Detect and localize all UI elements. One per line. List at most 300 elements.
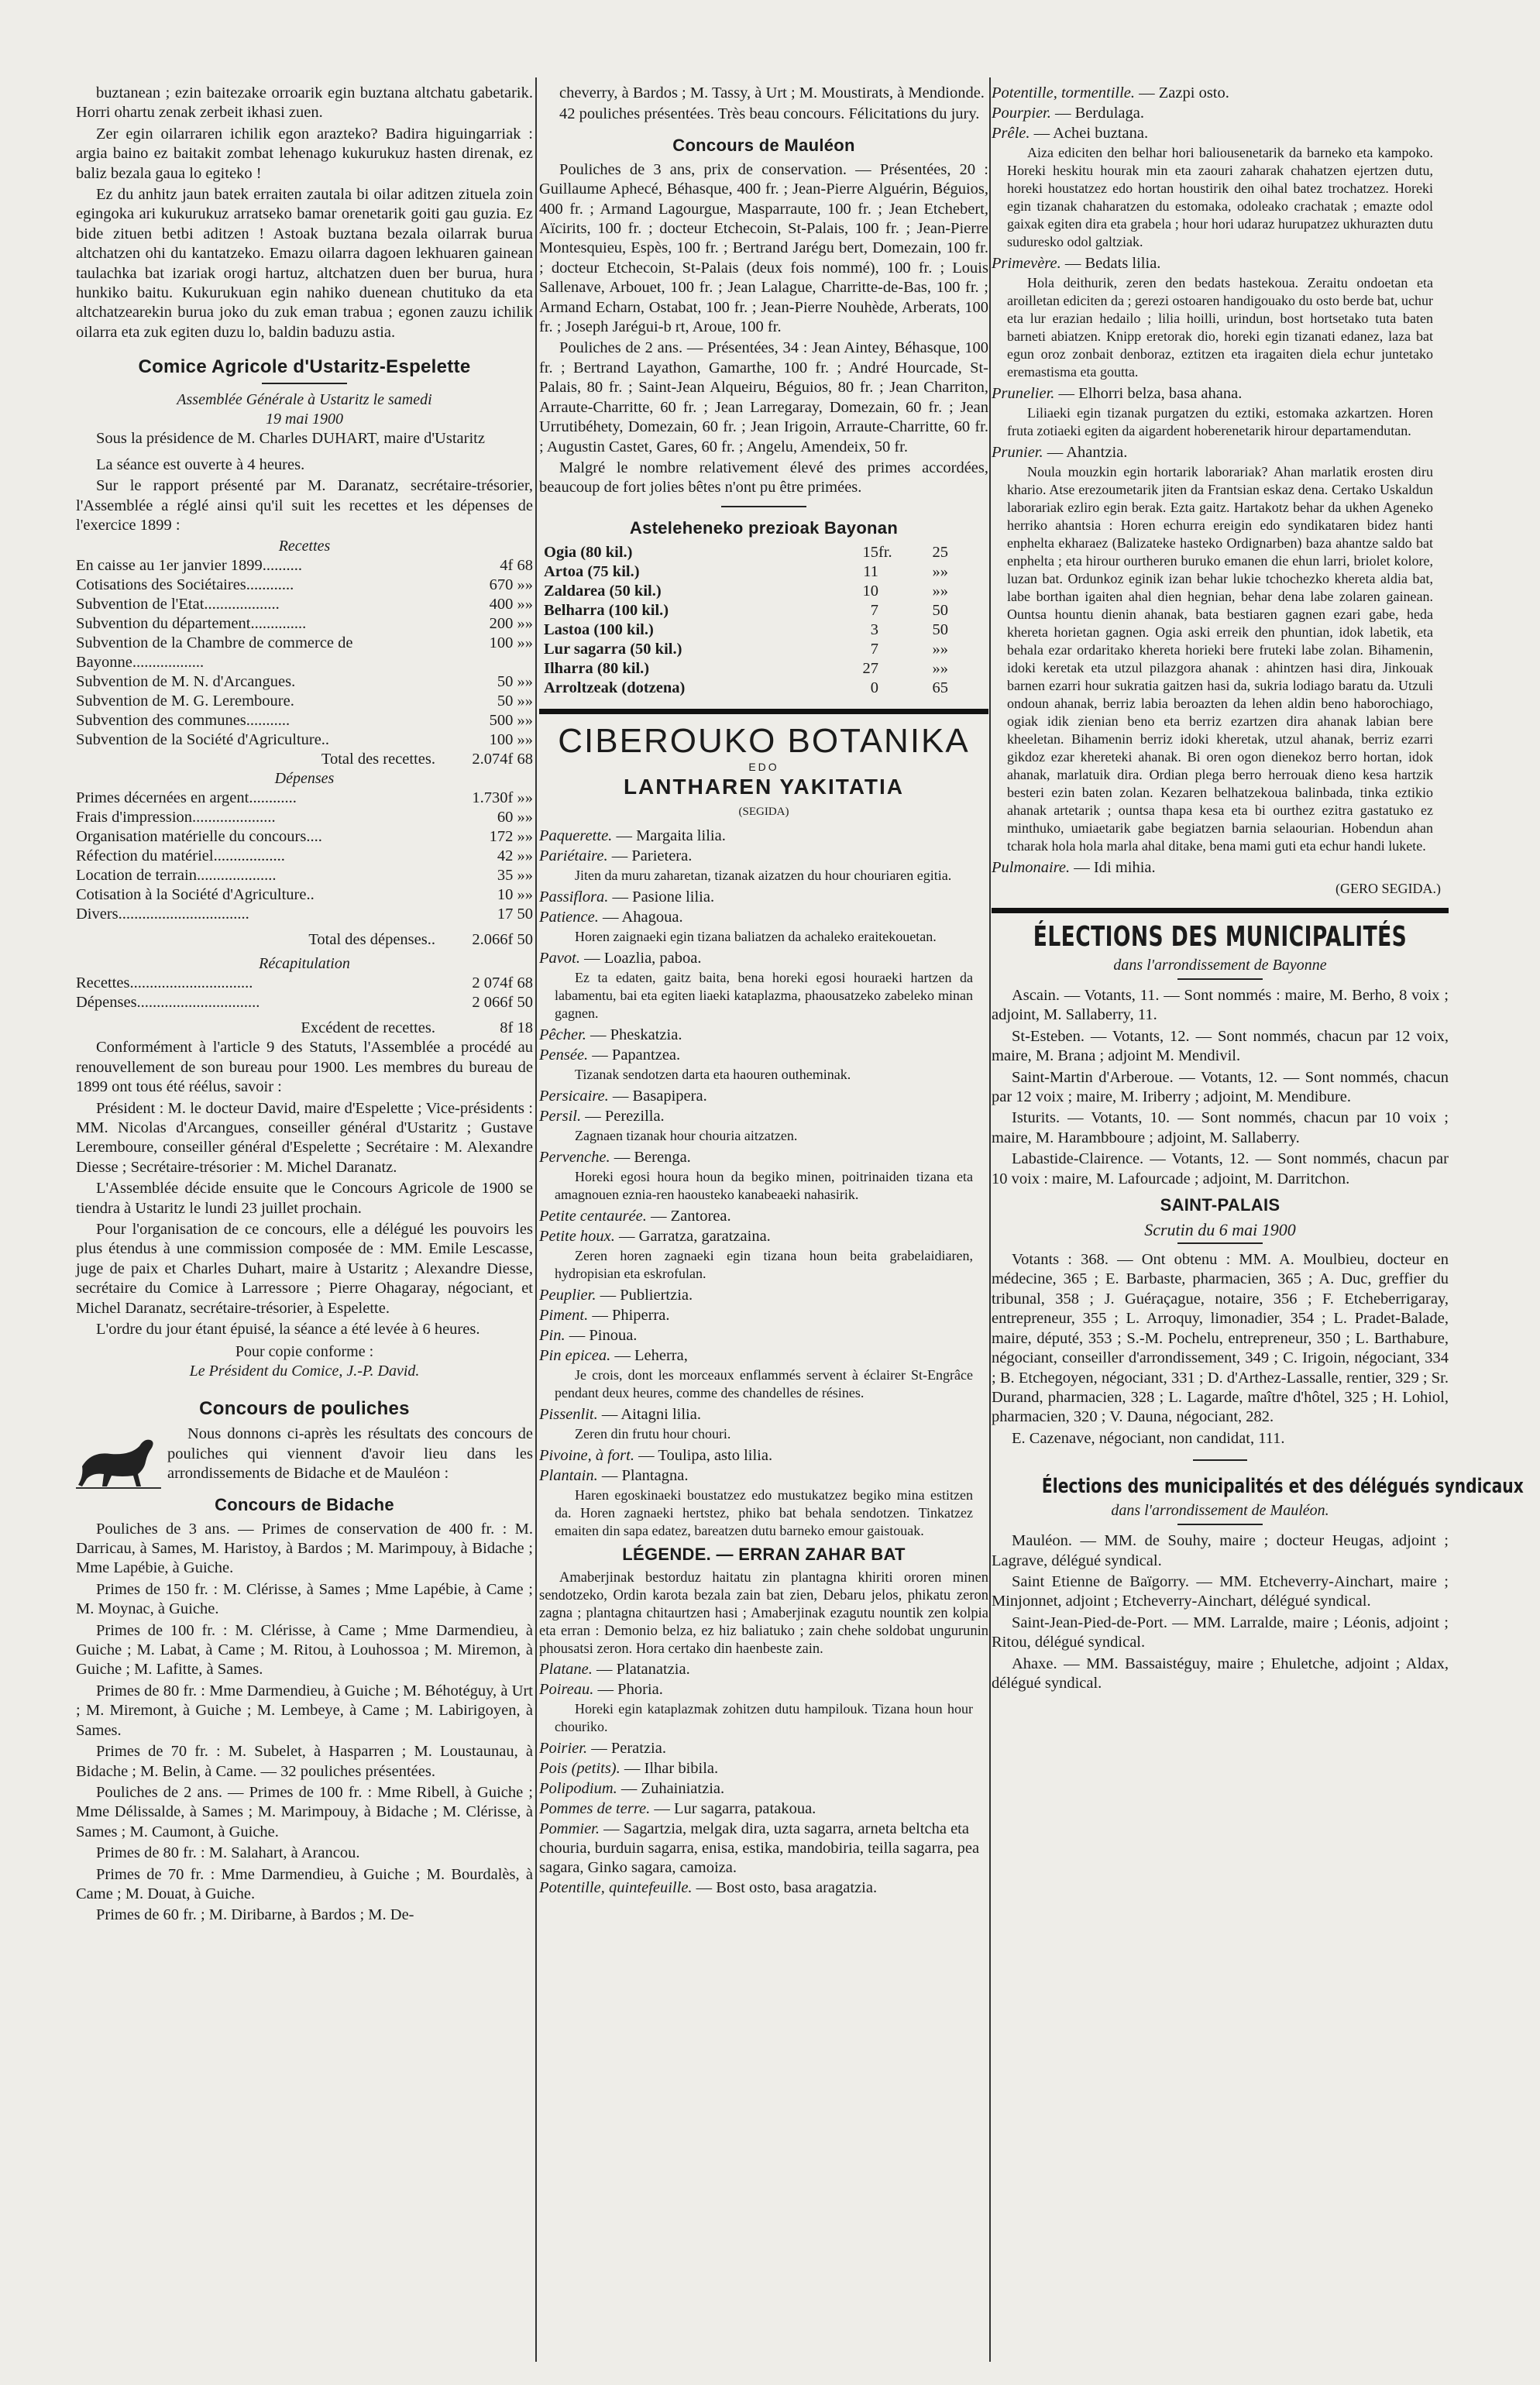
column-2 bbox=[539, 84, 988, 2362]
recap-title: Récapitulation bbox=[259, 955, 350, 973]
entry-name: — Berenga. bbox=[610, 1148, 691, 1166]
row-label: Recettes............................... bbox=[76, 974, 253, 992]
entry-term: Poirier. bbox=[539, 1739, 588, 1757]
botany-entry bbox=[539, 1466, 988, 1486]
entry-name: — Margaita lilia. bbox=[612, 827, 726, 844]
entry-term: Pensée. bbox=[539, 1046, 589, 1064]
prices-title: Asteleheneko prezioak Bayonan bbox=[629, 517, 899, 538]
table-row bbox=[76, 692, 533, 711]
botany-entry bbox=[992, 84, 1449, 103]
botany-entry bbox=[539, 1759, 988, 1778]
entry-name: — Phiperra. bbox=[588, 1306, 670, 1324]
entry-term: Persil. bbox=[539, 1107, 582, 1125]
entry-name: — Berdulaga. bbox=[1050, 105, 1144, 122]
intro-text bbox=[76, 84, 533, 342]
entry-name: — Aitagni lilia. bbox=[597, 1405, 701, 1423]
after-text bbox=[76, 1038, 533, 1339]
table-row bbox=[544, 562, 948, 582]
botany-entry bbox=[992, 104, 1449, 123]
botany-entry bbox=[539, 1779, 988, 1799]
entry-description: Horeki egin kataplazmak zohitzen dutu hampilouk. Tizana houn hour chouriko. bbox=[555, 1700, 973, 1734]
price-item: Lastoa (100 kil.) bbox=[544, 620, 654, 638]
entry-name: — Perezilla. bbox=[581, 1107, 665, 1125]
price-unit bbox=[878, 601, 909, 620]
entry-term: Potentille, quintefeuille. bbox=[539, 1878, 693, 1896]
price-centimes: 25 bbox=[932, 543, 948, 561]
entry-term: Pin. bbox=[539, 1326, 565, 1344]
entry-name: — Leherra, bbox=[610, 1346, 688, 1364]
price-unit bbox=[878, 562, 909, 582]
table-row bbox=[76, 827, 533, 847]
botanika-title: CIBEROUKO BOTANIKA bbox=[558, 721, 970, 760]
row-value: 35 »» bbox=[497, 867, 533, 885]
price-unit: fr. bbox=[878, 543, 892, 561]
price-francs: 7 bbox=[870, 601, 878, 619]
table-row bbox=[544, 659, 948, 679]
row-label: Subvention des communes........... bbox=[76, 712, 290, 730]
entry-name: — Lur sagarra, patakoua. bbox=[650, 1799, 816, 1817]
bidache-title: Concours de Bidache bbox=[215, 1494, 394, 1514]
entry-name: — Sagartzia, melgak dira, uzta sagarra, arneta beltcha eta chouria, burduin sagarra, enisa, estika, mandobiria, teilla sagarra, pea sagara, Ginko sagara, camoiza. bbox=[539, 1820, 980, 1876]
mauleon-elections-title: Élections des municipalités et des délégués syndicaux bbox=[1041, 1475, 1524, 1499]
recap-table bbox=[76, 974, 533, 1012]
list-item: Saint-Jean-Pied-de-Port. — MM. Larralde, maire ; Léonis, adjoint ; Ritou, délégué syndical. bbox=[992, 1613, 1449, 1651]
botany-entry bbox=[992, 443, 1449, 462]
entry-name: — Plantagna. bbox=[597, 1466, 689, 1484]
list-item: Pouliches de 3 ans. — Primes de conservation de 400 fr. : M. Darricau, à Sames, M. Haristoy, à Bardos ; M. Marimpouy, à Bidache ; Mme Lapébie, à Guiche. bbox=[76, 1520, 533, 1577]
mauleon-title: Concours de Mauléon bbox=[672, 135, 855, 155]
excedent-value: 8f 18 bbox=[500, 1019, 533, 1037]
paragraph: Zer egin oilarraren ichilik egon arazteko? Badira higuingarriak : argia baino ez baitakit zombat lehenago kukurukuz hasten direnak, ez baliz bezala gaua lo egiteko ! bbox=[76, 125, 533, 182]
entry-name: — Idi mihia. bbox=[1070, 859, 1156, 876]
table-row bbox=[76, 672, 533, 692]
list-item: Saint Etienne de Baïgorry. — MM. Etcheverry-Ainchart, maire ; Minjonnet, adjoint ; Etcheverry-Ainchart, délégué syndical. bbox=[992, 1572, 1449, 1610]
seance: La séance est ouverte à 4 heures. bbox=[96, 455, 305, 473]
column-rule bbox=[535, 77, 537, 2362]
row-label: Subvention de la Chambre de commerce de Bayonne.................. bbox=[76, 634, 353, 672]
row-label: Réfection du matériel.................. bbox=[76, 847, 285, 865]
entry-term: Paquerette. bbox=[539, 827, 613, 844]
entry-name: — Pheskatzia. bbox=[586, 1026, 682, 1043]
entry-name: — Ahantzia. bbox=[1043, 444, 1128, 461]
entry-term: Peuplier. bbox=[539, 1286, 596, 1304]
botany-entry bbox=[539, 1799, 988, 1819]
row-value: 60 »» bbox=[497, 809, 533, 827]
entry-term: Pois (petits). bbox=[539, 1759, 620, 1777]
row-value: 4f 68 bbox=[500, 557, 533, 575]
mauleon-elections-sub: dans l'arrondissement de Mauléon. bbox=[1111, 1502, 1329, 1520]
copie-conforme: Pour copie conforme : bbox=[235, 1343, 374, 1361]
entry-term: Passiflora. bbox=[539, 888, 609, 906]
botany-entry bbox=[539, 1107, 988, 1126]
botany-entry bbox=[539, 1660, 988, 1679]
entry-name: — Platanatzia. bbox=[592, 1660, 690, 1678]
scrutin: Scrutin du 6 mai 1900 bbox=[1144, 1220, 1296, 1240]
row-value: 100 »» bbox=[489, 731, 533, 749]
list-item: Pouliches de 3 ans, prix de conservation. — Présentées, 20 : Guillaume Aphecé, Béhasque, 400 fr. ; Jean-Pierre Alguérin, Béguios, 400 fr. ; Armand Lagourgue, Masparraute, 100 fr. ; Jean Etchebert, Aïcirits, 100 fr. ; docteur Etchecoin, St-Palais, 100 fr. ; Jean-Pierre Montesquieu, Espès, 100 fr. ; Bertrand Jarégu bert, Domezain, 100 fr. ; docteur Etchecoin, St-Palais (deux fois nommé), 100 fr. ; Louis Sallenave, Arbouet, 100 fr. ; Jean Lalague, Charritte-de-Bas, 100 fr. ; Armand Echarn, Ostabat, 100 fr. ; Jean-Pierre Nouhède, Arberats, 100 fr. ; Joseph Jarégui-b rt, Aroue, 100 fr. bbox=[539, 160, 988, 336]
row-value: 50 »» bbox=[497, 692, 533, 710]
price-francs: 0 bbox=[870, 679, 878, 696]
table-row bbox=[76, 634, 533, 672]
row-value: 670 »» bbox=[489, 576, 533, 594]
paragraph: L'ordre du jour étant épuisé, la séance a été levée à 6 heures. bbox=[96, 1321, 480, 1338]
entry-name: — Basapipera. bbox=[608, 1087, 707, 1105]
price-francs: 3 bbox=[870, 620, 878, 638]
table-row bbox=[76, 866, 533, 885]
price-item: Arroltzeak (dotzena) bbox=[544, 679, 686, 696]
column-3 bbox=[992, 84, 1524, 2362]
entry-term: Pommes de terre. bbox=[539, 1799, 651, 1817]
list-item: St-Esteben. — Votants, 12. — Sont nommés, chacun par 12 voix, maire, M. Brana ; adjoint M. Mendivil. bbox=[992, 1027, 1449, 1065]
entry-description: Zagnaen tizanak hour chouria aitzatzen. bbox=[575, 1127, 798, 1143]
entry-term: Pervenche. bbox=[539, 1148, 610, 1166]
list-item: Mauléon. — MM. de Souhy, maire ; docteur Heugas, adjoint ; Lagrave, délégué syndical. bbox=[992, 1532, 1449, 1569]
entry-term: Pin epicea. bbox=[539, 1346, 611, 1364]
botany-entry bbox=[539, 888, 988, 907]
botany-entry bbox=[539, 1326, 988, 1345]
entry-term: Petite centaurée. bbox=[539, 1207, 647, 1225]
list-item: Primes de 80 fr. : Mme Darmendieu, à Guiche ; M. Béhotéguy, à Urt ; M. Miremont, à Guiche ; M. Lembeye, à Came ; M. Labirigoyen, à Sames. bbox=[76, 1682, 533, 1739]
excedent bbox=[76, 1019, 533, 1038]
thick-rule bbox=[539, 709, 988, 714]
list-item: Saint-Martin d'Arberoue. — Votants, 12. — Sont nommés, chacun par 12 voix ; maire, M. Iriberry ; adjoint, M. Mendibure. bbox=[992, 1068, 1449, 1106]
mauleon-list bbox=[539, 160, 988, 498]
price-francs: 15 bbox=[862, 543, 878, 561]
entry-name: — Papantzea. bbox=[588, 1046, 681, 1064]
entry-description: Zeren horen zagnaeki egin tizana houn beita grabelaidiaren, hydropisian eta eskrofulan. bbox=[555, 1247, 973, 1281]
segida: (SEGIDA) bbox=[738, 805, 789, 818]
botany-entry bbox=[992, 384, 1449, 404]
elections-list bbox=[992, 986, 1449, 1189]
price-centimes: »» bbox=[932, 562, 948, 580]
botany-entry bbox=[539, 1878, 988, 1898]
entry-description: Je crois, dont les morceaux enflammés servent à éclairer St-Engrâce pendant deux heures, comme des chandelles de résines. bbox=[555, 1366, 973, 1400]
price-francs: 7 bbox=[870, 640, 878, 658]
pouliches-title: Concours de pouliches bbox=[199, 1398, 410, 1420]
table-row bbox=[76, 556, 533, 576]
table-row bbox=[544, 543, 948, 562]
row-value: 500 »» bbox=[489, 712, 533, 730]
entry-name: — Bedats lilia. bbox=[1060, 255, 1161, 272]
separator bbox=[1193, 1459, 1247, 1461]
row-value: 2 074f 68 bbox=[472, 974, 533, 992]
entry-name: — Publiertzia. bbox=[596, 1286, 693, 1304]
table-row bbox=[544, 620, 948, 640]
table-row bbox=[76, 993, 533, 1012]
entry-term: Persicaire. bbox=[539, 1087, 609, 1105]
botany-entry bbox=[992, 124, 1449, 143]
presidence: Sous la présidence de M. Charles DUHART, maire d'Ustaritz bbox=[96, 430, 485, 448]
entry-description: Ez ta edaten, gaitz baita, bena horeki egosi houraeki hartzen da labamentu, bai eta egiten liaeki kataplazma, phaousatzeko zabeleko minan gagnen. bbox=[555, 969, 973, 1021]
table-row bbox=[76, 595, 533, 614]
rapport: Sur le rapport présenté par M. Daranatz, secrétaire-trésorier, l'Assemblée a réglé ainsi qu'il suit les recettes et les dépenses de l'exercice 1899 : bbox=[76, 477, 533, 534]
price-item: Zaldarea (50 kil.) bbox=[544, 582, 662, 600]
list-item: Primes de 70 fr. : Mme Darmendieu, à Guiche ; M. Bourdalès, à Came ; M. Douat, à Guiche. bbox=[76, 1865, 533, 1902]
list-item: Primes de 150 fr. : M. Clérisse, à Sames ; Mme Lapébie, à Came ; M. Moynac, à Guiche. bbox=[76, 1580, 533, 1618]
entry-description: Tizanak sendotzen darta eta haouren outheminak. bbox=[575, 1066, 851, 1082]
entry-description: Noula mouzkin egin hortarik laborariak? Ahan marlatik erosten diru khario. Atse erezoumetarik jiten da Frantsian eskaz dena. Certako Uskaldun laborariak ezliro egin berak. Ezta gaitz. Hartakotz behar da ukhen Ageneko herriko ahantsia : Horen echurra ereigin edo syndikataren bidez hanti enphelta ekharaez (Balizateke hasteko Ordignarben) baza ahantze saldo bat enphelta ; eta hirour ourtheren buruko emanen die ehun larri, briolet kolore, luzan bat. Ordunkoz eginik izan behar lukie tchochezko khereta aldia bat, labe borthan igaiten ahal dien hegnian, behar dena labe zolaren gainean. Ountsa hountu dienin ahanak, bata bestiaren gagnen ezari gabe, heda khereta horietan gagnen. Ogia aski erreik den phuntian, idok labetik, eta behala ezar ordaritako khereta horieki bere fruteki labe zolan. Bihamenin, idoki keretak eta utzul pilazgora ahanak : ahintzen hasi dira, Jinkouak barnen ezarri hour sukratia gaitzen hasi da, sukria lodiago baratu da. Utzuli ondoun ahanak, berriz labia beroazten da lehen aldin beno haborochiago, ogiak idik zienian beno eta berriz ezartzen dira ahanak labian bere kheeletan. Bihamenin berriz idoki kheretak, utzul ahanak, berriz ezarri gikdoz ezar khereteki ahanak. Bi oren ogon dienekoz berro hortan, idok ahanak, marlatuik dira. Ordian plega berro herrouak dieno kesa hartzik besteri ezin baten zolan. Kezaren belhatzekoua balinbada, tinka eztikio ahanak artetarik ; ountsa thapa kesa eta bi ourthez ezitra gastatuko ez minthuko, umiaetarik gabe begiatzen barnia selaourian. Hobendun ahan tcharak hola hola marla ahal ditake, bena mami guti eta echur handi lukete. bbox=[1007, 464, 1433, 854]
list-item: Labastide-Clairence. — Votants, 12. — Sont nommés, chacun par 10 voix : maire, M. Lafourcade ; adjoint, M. Darritchon. bbox=[992, 1150, 1449, 1187]
elections-sub: dans l'arrondissement de Bayonne bbox=[1113, 957, 1327, 974]
row-label: Cotisations des Sociétaires............ bbox=[76, 576, 294, 594]
entry-description: Haren egoskinaeki boustatzez edo mustukatzez begiko mina estitzen da. Horen zagnaeki hertstez, phiko bat behala sendotzen. Tinkatzez emaiten din sapa edatez, bareatzen dutu barneko emour gaistouak. bbox=[555, 1486, 973, 1538]
paragraph: Conformément à l'article 9 des Statuts, l'Assemblée a procédé au renouvellement de son bureau pour 1900. Les membres du bureau de 1899 ont tous été réélus, savoir : bbox=[76, 1039, 533, 1096]
paragraph: Ez du anhitz jaun batek erraiten zautala bi oilar aditzen zituela zoin egingoka ari kukurukuz arratseko bamar orenetarik goiti gau guzia. Ez bide zituen betbi aditzen ! Astoak buztana bezala oilarrak burua altchatzen ohi du kantatzeko. Emazu oilarra dagoen lekhuaren gainean taulachka bat izariak orogi hartuz, altchatzen duen ber burua, hura hunkiko baitu. Kukurukuan egin nahiko duenean chutituko da eta altchatzearekin burua joko du zuk eman trabua ; egonen zauzu ichilik oilarra eta zuk egiten duzu lo, baldin baduzu astia. bbox=[76, 186, 533, 341]
price-unit bbox=[878, 620, 909, 640]
list-item: Ascain. — Votants, 11. — Sont nommés : maire, M. Berho, 8 voix ; adjoint, M. Sallaberry, 11. bbox=[992, 987, 1449, 1024]
row-label: Subvention de la Société d'Agriculture.. bbox=[76, 731, 330, 749]
table-row bbox=[544, 679, 948, 698]
entry-name: — Pinoua. bbox=[565, 1326, 638, 1344]
price-unit bbox=[878, 582, 909, 601]
botany-entry bbox=[539, 1207, 988, 1226]
table-row bbox=[76, 789, 533, 808]
column-rule bbox=[989, 77, 991, 2362]
legende: Amaberjinak bestorduz haitatu zin plantagna khiriti ororen minen sendotzeko, Ordin karota bezala zain bat zien, Debaru jelos, phikatu zeron zagna ; plantagna chitaurtzen hasi ; Amaberjinak ezagutu nountik zen kolpia eta erran : Demonio belza, ez hiz baliatuko ; zain chehe soldobat ungurunin phousatsi zeron. Hora certako din haenbeste zain. bbox=[539, 1569, 988, 1657]
entry-term: Prêle. bbox=[992, 125, 1030, 142]
botany-entry bbox=[539, 1087, 988, 1106]
botany-entry bbox=[539, 1446, 988, 1466]
price-item: Lur sagarra (50 kil.) bbox=[544, 640, 682, 658]
price-item: Ilharra (80 kil.) bbox=[544, 659, 650, 677]
entry-name: — Ahagoua. bbox=[598, 908, 683, 926]
entry-description: Liliaeki egin tizanak purgatzen du eztiki, estomaka azkartzen. Horen fruta zotiaeki egiten da aigardent hoberenetarik hirour departamendutan. bbox=[1007, 405, 1433, 438]
entry-name: — Achei buztana. bbox=[1030, 125, 1149, 142]
entry-name: — Zuhainiatzia. bbox=[617, 1779, 725, 1797]
botany-entry bbox=[539, 1405, 988, 1424]
row-value: 2 066f 50 bbox=[472, 994, 533, 1012]
botany-entry bbox=[539, 1286, 988, 1305]
separator bbox=[721, 506, 806, 507]
table-row bbox=[76, 808, 533, 827]
entry-term: Pavot. bbox=[539, 949, 580, 967]
separator bbox=[1177, 978, 1263, 980]
total-depenses-label: Total des dépenses.. bbox=[308, 931, 435, 949]
row-label: Subvention de M. N. d'Arcangues. bbox=[76, 673, 296, 691]
depenses-title: Dépenses bbox=[274, 770, 335, 788]
table-row bbox=[76, 885, 533, 905]
total-recettes bbox=[76, 750, 533, 769]
signature: Le Président du Comice, J.-P. David. bbox=[189, 1363, 420, 1380]
botany-entry bbox=[539, 847, 988, 866]
row-label: Frais d'impression..................... bbox=[76, 809, 276, 827]
table-row bbox=[76, 847, 533, 866]
row-label: Subvention du département.............. bbox=[76, 615, 307, 633]
entry-term: Pissenlit. bbox=[539, 1405, 598, 1423]
table-row bbox=[76, 576, 533, 595]
entry-description: Aiza ediciten den belhar hori baliousenetarik da barneko eta kampoko. Horeki heskitu hourak min eta zaouri zaharak chahatzen ejertzen dutu, horeki houstatzez edo hortan houstirik den oihal batez trochatzez. Horeki egin tizanak chaharatzen du estomaka, odoleako crachatak ; emazte odol gaixak egiten dira eta grabela ; hour hori udaraz hurupatzez ukhurazten dutu suduresko odol galtziak. bbox=[1007, 145, 1433, 249]
row-value: 17 50 bbox=[497, 906, 533, 923]
entry-term: Plantain. bbox=[539, 1466, 598, 1484]
row-label: Divers................................. bbox=[76, 906, 249, 923]
price-centimes: »» bbox=[932, 582, 948, 600]
row-value: 42 »» bbox=[497, 847, 533, 865]
entry-term: Poireau. bbox=[539, 1680, 594, 1698]
excedent-label: Excédent de recettes. bbox=[301, 1019, 435, 1037]
entry-name: — Peratzia. bbox=[587, 1739, 666, 1757]
recettes-table bbox=[76, 556, 533, 750]
edo-label: EDO bbox=[748, 760, 779, 773]
entry-term: Pêcher. bbox=[539, 1026, 586, 1043]
row-label: Subvention de l'Etat................... bbox=[76, 596, 280, 613]
entry-name: — Pasione lilia. bbox=[608, 888, 715, 906]
entry-name: — Phoria. bbox=[593, 1680, 663, 1698]
price-unit bbox=[878, 640, 909, 659]
row-label: Organisation matérielle du concours.... bbox=[76, 828, 322, 846]
bidache-list bbox=[76, 1520, 533, 1926]
table-row bbox=[76, 974, 533, 993]
paragraph: buztanean ; ezin baitezake orroarik egin buztana altchatu gabetarik. Horri ohartu zenak zerbeit ikhasi zuen. bbox=[76, 84, 533, 122]
list-item: Primes de 60 fr. ; M. Diribarne, à Bardos ; M. De- bbox=[96, 1906, 414, 1924]
botany-entries bbox=[539, 827, 988, 1540]
price-francs: 27 bbox=[862, 659, 878, 677]
entry-name: — Zazpi osto. bbox=[1135, 84, 1229, 101]
row-value: 50 »» bbox=[497, 673, 533, 691]
entry-term: Pourpier. bbox=[992, 105, 1051, 122]
row-label: Primes décernées en argent............ bbox=[76, 789, 297, 807]
entry-term: Piment. bbox=[539, 1306, 589, 1324]
entry-term: Polipodium. bbox=[539, 1779, 617, 1797]
row-label: Dépenses............................... bbox=[76, 994, 260, 1012]
entry-description: Horen zaignaeki egin tizana baliatzen da achaleko eraitekouetan. bbox=[575, 928, 937, 944]
botany-entry bbox=[539, 827, 988, 846]
botany-entries-2 bbox=[539, 1660, 988, 1898]
total-recettes-label: Total des recettes. bbox=[321, 751, 435, 768]
botany-entry bbox=[539, 1820, 988, 1878]
entry-term: Pariétaire. bbox=[539, 847, 608, 864]
entry-term: Pivoine, à fort. bbox=[539, 1446, 634, 1464]
botany-entry bbox=[539, 1046, 988, 1065]
paragraph: 42 pouliches présentées. Très beau concours. Félicitations du jury. bbox=[559, 105, 980, 123]
mauleon-elections-list bbox=[992, 1531, 1449, 1693]
prices-table bbox=[544, 543, 948, 698]
entry-term: Pulmonaire. bbox=[992, 859, 1071, 876]
list-item: Pouliches de 2 ans. — Primes de 100 fr. : Mme Ribell, à Guiche ; Mme Délissalde, à Sames ; M. Marimpouy, à Bidache ; M. Clérisse, à Sames ; M. Caumont, à Guiche. bbox=[76, 1783, 533, 1840]
entry-term: Petite houx. bbox=[539, 1227, 615, 1245]
row-label: Location de terrain.................... bbox=[76, 867, 277, 885]
stpalais-list bbox=[992, 1250, 1449, 1449]
list-item: Primes de 70 fr. : M. Subelet, à Hasparren ; M. Loustaunau, à Bidache ; M. Belin, à Came. — 32 pouliches présentées. bbox=[76, 1743, 533, 1780]
table-row bbox=[76, 730, 533, 750]
assemblee-date: 19 mai 1900 bbox=[266, 411, 343, 428]
entry-name: — Toulipa, asto lilia. bbox=[634, 1446, 773, 1464]
separator bbox=[262, 383, 347, 384]
entry-term: Primevère. bbox=[992, 255, 1061, 272]
botany-entry bbox=[992, 858, 1449, 878]
list-item: E. Cazenave, négociant, non candidat, 111. bbox=[1012, 1429, 1285, 1447]
botany-entries-3 bbox=[992, 84, 1449, 878]
table-row bbox=[76, 711, 533, 730]
price-centimes: »» bbox=[932, 640, 948, 658]
price-centimes: 50 bbox=[932, 601, 948, 619]
price-centimes: 65 bbox=[932, 679, 948, 696]
price-item: Artoa (75 kil.) bbox=[544, 562, 640, 580]
price-francs: 11 bbox=[863, 562, 878, 580]
paragraph: L'Assemblée décide ensuite que le Concours Agricole de 1900 se tiendra à Ustaritz le lundi 23 juillet prochain. bbox=[76, 1180, 533, 1217]
entry-term: Prunier. bbox=[992, 444, 1043, 461]
row-value: 100 »» bbox=[489, 634, 533, 652]
lantharen-title: LANTHAREN YAKITATIA bbox=[623, 774, 905, 799]
row-value: 10 »» bbox=[497, 886, 533, 904]
stpalais-title: SAINT-PALAIS bbox=[1160, 1195, 1280, 1215]
botany-entry bbox=[539, 1227, 988, 1246]
entry-description: Zeren din frutu hour chouri. bbox=[575, 1425, 731, 1442]
entry-term: Pommier. bbox=[539, 1820, 600, 1837]
list-item: Pouliches de 2 ans. — Présentées, 34 : Jean Aintey, Béhasque, 100 fr. ; Bertrand Layathon, Gamarthe, 100 fr. ; André Hourcade, St-Palais, 80 fr. ; Saint-Jean Alqueiru, Béguios, 80 fr. ; Jean Charriton, Arraute-Charritte, 60 fr. ; Jean Larregaray, Domezain, 60 fr. ; Jean Urrutibéhety, Domezain, 60 fr. ; Jean Irigoin, Arraute-Charritte, 60 fr. ; Augustin Castet, Gares, 60 fr. ; Angelu, Amendeix, 50 fr. bbox=[539, 339, 988, 455]
entry-description: Jiten da muru zaharetan, tizanak aizatzen du hour chouriaren egitia. bbox=[575, 867, 952, 883]
list-item: Malgré le nombre relativement élevé des primes accordées, beaucoup de fort jolies bêtes n'ont pu être primées. bbox=[539, 459, 988, 497]
entry-name: — Zantorea. bbox=[646, 1207, 731, 1225]
price-unit bbox=[878, 659, 909, 679]
botany-entry bbox=[539, 1026, 988, 1045]
botany-entry bbox=[539, 1306, 988, 1325]
list-item: Ahaxe. — MM. Bassaistéguy, maire ; Ehuletche, adjoint ; Aldax, délégué syndical. bbox=[992, 1655, 1449, 1692]
botany-entry bbox=[539, 1739, 988, 1758]
total-depenses-value: 2.066f 50 bbox=[472, 931, 533, 949]
entry-description: Hola deithurik, zeren den bedats hastekoua. Zeraitu ondoetan eta aroilletan ediciten da ; gerezi ostoaren handigouako du osto berde bat, uchur eta lur erazian hedailo ; lilia hoilli, urindun, bost hortsetako tuta baten barneti abiatzen. Knipp eretorak dio, horeki egin tizanati edanez, laza bat egun oroz zonbait denboraz, eztitzen eta iragaiten diela echur juntetako eremastisma eta goutta. bbox=[1007, 275, 1433, 380]
entry-name: — Loazlia, paboa. bbox=[579, 949, 702, 967]
pouliches-intro: Nous donnons ci-après les résultats des concours de pouliches qui viennent d'avoir lieu dans les arrondissements de Bidache et de Mauléon : bbox=[167, 1425, 533, 1483]
entry-name: — Garratza, garatzaina. bbox=[614, 1227, 771, 1245]
row-value: 172 »» bbox=[489, 828, 533, 846]
paragraph: Pour l'organisation de ce concours, elle a délégué les pouvoirs les plus étendus à une commission composée de : MM. Emile Lescasse, juge de paix et Charles Duhart, maire à Ustaritz ; Alexandre Diesse, secrétaire du Comice à Larressore ; Pierre Ohagaray, négociant, et Michel Daranatz, secrétaire-trésorier, à Espelette. bbox=[76, 1220, 533, 1317]
price-centimes: »» bbox=[932, 659, 948, 677]
legende-title: LÉGENDE. — ERRAN ZAHAR BAT bbox=[622, 1544, 906, 1564]
paragraph: cheverry, à Bardos ; M. Tassy, à Urt ; M. Moustirats, à Mendionde. bbox=[559, 84, 985, 101]
gero-segida: (GERO SEGIDA.) bbox=[1335, 881, 1441, 896]
separator bbox=[1177, 1242, 1263, 1244]
table-row bbox=[544, 582, 948, 601]
price-centimes: 50 bbox=[932, 620, 948, 638]
entry-name: — Ilhar bibila. bbox=[620, 1759, 719, 1777]
paragraph: Président : M. le docteur David, maire d'Espelette ; Vice-présidents : MM. Nicolas d'Arcangues, conseiller général d'Ustaritz ; Gustave Leremboure, conseiller général d'Espelette ; Secrétaire : M. Alexandre Diesse ; Secrétaire-trésorier : M. Michel Daranatz. bbox=[76, 1099, 533, 1176]
botany-entry bbox=[992, 254, 1449, 273]
intro-text bbox=[539, 84, 988, 125]
row-value: 1.730f »» bbox=[472, 789, 533, 807]
row-value: 200 »» bbox=[489, 615, 533, 633]
list-item: Primes de 100 fr. : M. Clérisse, à Came ; Mme Darmendieu, à Guiche ; M. Labat, à Came ; M. Ritou, à Louhossoa ; M. Miremon, à Guiche ; M. Lafitte, à Sames. bbox=[76, 1621, 533, 1679]
comice-title: Comice Agricole d'Ustaritz-Espelette bbox=[138, 356, 471, 378]
entry-term: Platane. bbox=[539, 1660, 593, 1678]
row-label: Subvention de M. G. Leremboure. bbox=[76, 692, 294, 710]
elections-title: ÉLECTIONS DES MUNICIPALITÉS bbox=[1033, 921, 1408, 953]
botany-entry bbox=[539, 1680, 988, 1699]
botany-entry bbox=[539, 1148, 988, 1167]
row-label: En caisse au 1er janvier 1899.......... bbox=[76, 557, 303, 575]
recettes-title: Recettes bbox=[278, 538, 331, 555]
list-item: Votants : 368. — Ont obtenu : MM. A. Moulbieu, docteur en médecine, 365 ; E. Barbaste, pharmacien, 365 ; A. Duc, greffier du tribunal, 358 ; J. Guéraçague, notaire, 356 ; F. Etcheberrigaray, entrepreneur, 355 ; L. Arroquy, limonadier, 354 ; L. Pradet-Balade, maire, député, 353 ; S.-M. Pochelu, entrepreneur, 350 ; L. Barthabure, négociant, conseiller d'arrondissement, 349 ; C. Irigoin, négociant, 334 ; B. Etchegoyen, négociant, 331 ; D. d'Arthez-Lassalle, rentier, 329 ; Sr. Durand, pharmacien, 328 ; L. Lagarde, maître d'hôtel, 325 ; H. Lohiol, pharmacien, 320 ; V. Dauna, négociant, 282. bbox=[992, 1251, 1449, 1426]
row-label: Cotisation à la Société d'Agriculture.. bbox=[76, 886, 315, 904]
table-row bbox=[76, 614, 533, 634]
table-row bbox=[544, 601, 948, 620]
entry-name: — Parietera. bbox=[607, 847, 693, 864]
table-row bbox=[76, 905, 533, 924]
thick-rule bbox=[992, 908, 1449, 913]
price-item: Ogia (80 kil.) bbox=[544, 543, 633, 561]
row-value: 400 »» bbox=[489, 596, 533, 613]
depenses-table bbox=[76, 789, 533, 924]
column-1 bbox=[76, 84, 533, 2362]
entry-name: — Elhorri belza, basa ahana. bbox=[1054, 385, 1243, 402]
price-item: Belharra (100 kil.) bbox=[544, 601, 669, 619]
assemblee-line: Assemblée Générale à Ustaritz le samedi bbox=[177, 391, 432, 409]
price-unit bbox=[878, 679, 909, 698]
entry-term: Prunelier. bbox=[992, 385, 1055, 402]
botany-entry bbox=[539, 1346, 988, 1366]
botany-entry bbox=[539, 949, 988, 968]
total-depenses bbox=[76, 930, 533, 950]
entry-term: Patience. bbox=[539, 908, 599, 926]
